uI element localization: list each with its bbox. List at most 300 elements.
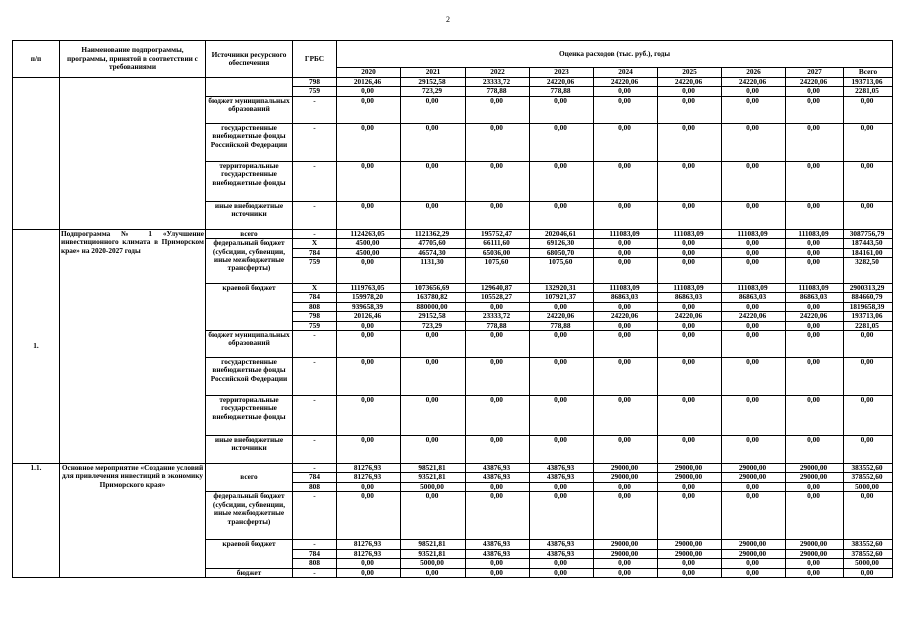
header-name: Наименование подпрограммы, программы, принятой в соответствии с требованиями	[60, 41, 206, 78]
value-cell-2025: 0,00	[658, 96, 722, 123]
value-cell-2022: 0,00	[466, 482, 530, 491]
value-cell-2027: 0,00	[786, 396, 844, 436]
value-cell-2020: 1124263,05	[337, 229, 401, 238]
grbs-cell: X	[293, 239, 337, 248]
value-cell-2021: 0,00	[401, 568, 466, 577]
value-cell-2025: 86863,03	[658, 293, 722, 302]
value-cell-Всего: 193713,06	[844, 78, 893, 87]
value-cell-2027: 0,00	[786, 161, 844, 201]
grbs-cell: -	[293, 123, 337, 161]
grbs-cell: -	[293, 201, 337, 229]
value-cell-2025: 0,00	[658, 258, 722, 284]
source-cell: бюджет муниципальных образований	[206, 331, 293, 358]
value-cell-2021: 723,29	[401, 321, 466, 330]
value-cell-2026: 0,00	[722, 331, 786, 358]
year-header-Всего: Всего	[844, 68, 893, 78]
value-cell-2023: 43876,93	[530, 464, 594, 473]
value-cell-2024: 0,00	[594, 87, 658, 96]
value-cell-2024: 0,00	[594, 436, 658, 464]
value-cell-2025: 0,00	[658, 396, 722, 436]
value-cell-2024: 0,00	[594, 161, 658, 201]
value-cell-2023: 778,88	[530, 321, 594, 330]
value-cell-Всего: 884660,79	[844, 293, 893, 302]
value-cell-2021: 1073656,69	[401, 284, 466, 293]
value-cell-2026: 0,00	[722, 358, 786, 396]
value-cell-2023: 0,00	[530, 568, 594, 577]
value-cell-2027: 0,00	[786, 201, 844, 229]
value-cell-2021: 0,00	[401, 436, 466, 464]
value-cell-2022: 0,00	[466, 302, 530, 311]
table-body	[13, 78, 893, 578]
source-cell: государственные внебюджетные фонды Российской Федерации	[206, 123, 293, 161]
value-cell-2020: 81276,93	[337, 549, 401, 558]
value-cell-Всего: 2900313,29	[844, 284, 893, 293]
value-cell-2024: 29000,00	[594, 464, 658, 473]
expenditure-table	[12, 40, 893, 578]
value-cell-2021: 1131,30	[401, 258, 466, 284]
value-cell-2023: 0,00	[530, 358, 594, 396]
source-cell: иные внебюджетные источники	[206, 436, 293, 464]
value-cell-2023: 68050,70	[530, 248, 594, 257]
value-cell-Всего: 0,00	[844, 96, 893, 123]
value-cell-2026: 29000,00	[722, 473, 786, 482]
value-cell-2023: 0,00	[530, 161, 594, 201]
value-cell-Всего: 0,00	[844, 331, 893, 358]
value-cell-2026: 24220,06	[722, 78, 786, 87]
value-cell-2023: 0,00	[530, 331, 594, 358]
grbs-cell: -	[293, 396, 337, 436]
value-cell-2024: 29000,00	[594, 549, 658, 558]
source-cell: территориальные государственные внебюджетные фонды	[206, 396, 293, 436]
value-cell-2025: 0,00	[658, 248, 722, 257]
value-cell-2020: 81276,93	[337, 464, 401, 473]
value-cell-2022: 43876,93	[466, 464, 530, 473]
source-cell: краевой бюджет	[206, 540, 293, 568]
value-cell-2025: 0,00	[658, 482, 722, 491]
value-cell-2022: 66111,60	[466, 239, 530, 248]
header-grbs: ГРБС	[293, 41, 337, 78]
value-cell-2023: 0,00	[530, 96, 594, 123]
value-cell-2021: 98521,81	[401, 540, 466, 549]
value-cell-2026: 0,00	[722, 258, 786, 284]
value-cell-2022: 0,00	[466, 331, 530, 358]
value-cell-2025: 29000,00	[658, 473, 722, 482]
value-cell-2027: 0,00	[786, 331, 844, 358]
value-cell-2027: 29000,00	[786, 540, 844, 549]
value-cell-2022: 0,00	[466, 559, 530, 568]
value-cell-Всего: 0,00	[844, 123, 893, 161]
value-cell-2023: 107921,37	[530, 293, 594, 302]
value-cell-2020: 20126,46	[337, 78, 401, 87]
page-number: 2	[446, 15, 450, 24]
source-cell: всего	[206, 464, 293, 492]
value-cell-2024: 0,00	[594, 201, 658, 229]
value-cell-2022: 195752,47	[466, 229, 530, 238]
value-cell-2026: 29000,00	[722, 549, 786, 558]
value-cell-Всего: 383552,60	[844, 464, 893, 473]
value-cell-2023: 0,00	[530, 396, 594, 436]
value-cell-2021: 29152,58	[401, 78, 466, 87]
grbs-cell: 784	[293, 248, 337, 257]
value-cell-2022: 23333,72	[466, 312, 530, 321]
source-cell: государственные внебюджетные фонды Российской Федерации	[206, 358, 293, 396]
year-header-2022: 2022	[466, 68, 530, 78]
value-cell-Всего: 5000,00	[844, 482, 893, 491]
value-cell-2022: 105528,27	[466, 293, 530, 302]
source-cell: бюджет	[206, 568, 293, 577]
value-cell-2026: 0,00	[722, 568, 786, 577]
value-cell-2027: 0,00	[786, 258, 844, 284]
grbs-cell: -	[293, 229, 337, 238]
source-cell: краевой бюджет	[206, 284, 293, 331]
value-cell-2026: 0,00	[722, 248, 786, 257]
value-cell-2027: 0,00	[786, 239, 844, 248]
value-cell-2027: 111083,09	[786, 284, 844, 293]
value-cell-Всего: 0,00	[844, 568, 893, 577]
value-cell-2025: 0,00	[658, 239, 722, 248]
value-cell-Всего: 383552,60	[844, 540, 893, 549]
value-cell-2020: 0,00	[337, 87, 401, 96]
value-cell-Всего: 3282,50	[844, 258, 893, 284]
value-cell-2024: 24220,06	[594, 312, 658, 321]
value-cell-2023: 0,00	[530, 201, 594, 229]
value-cell-2021: 0,00	[401, 123, 466, 161]
grbs-cell: -	[293, 331, 337, 358]
value-cell-2023: 202046,61	[530, 229, 594, 238]
value-cell-2025: 0,00	[658, 302, 722, 311]
value-cell-2020: 4500,00	[337, 239, 401, 248]
value-cell-2025: 0,00	[658, 559, 722, 568]
value-cell-2027: 29000,00	[786, 473, 844, 482]
value-cell-2027: 24220,06	[786, 78, 844, 87]
value-cell-2023: 0,00	[530, 302, 594, 311]
value-cell-2024: 0,00	[594, 559, 658, 568]
grbs-cell: -	[293, 161, 337, 201]
grbs-cell: -	[293, 540, 337, 549]
value-cell-2024: 111083,09	[594, 229, 658, 238]
value-cell-2025: 111083,09	[658, 229, 722, 238]
row-name-cell	[60, 78, 206, 230]
value-cell-2023: 43876,93	[530, 540, 594, 549]
value-cell-2027: 29000,00	[786, 549, 844, 558]
value-cell-2024: 0,00	[594, 302, 658, 311]
value-cell-2022: 778,88	[466, 321, 530, 330]
value-cell-2024: 0,00	[594, 239, 658, 248]
value-cell-2023: 43876,93	[530, 549, 594, 558]
value-cell-2022: 43876,93	[466, 473, 530, 482]
value-cell-2024: 0,00	[594, 568, 658, 577]
value-cell-2027: 0,00	[786, 248, 844, 257]
value-cell-2025: 29000,00	[658, 549, 722, 558]
value-cell-Всего: 184161,00	[844, 248, 893, 257]
value-cell-2023: 0,00	[530, 559, 594, 568]
value-cell-2021: 1121362,29	[401, 229, 466, 238]
value-cell-2021: 29152,58	[401, 312, 466, 321]
value-cell-2022: 0,00	[466, 568, 530, 577]
value-cell-2025: 0,00	[658, 492, 722, 540]
value-cell-2023: 0,00	[530, 436, 594, 464]
value-cell-2026: 0,00	[722, 492, 786, 540]
grbs-cell: -	[293, 492, 337, 540]
value-cell-2020: 1119763,05	[337, 284, 401, 293]
value-cell-2021: 0,00	[401, 161, 466, 201]
value-cell-2026: 0,00	[722, 482, 786, 491]
value-cell-2024: 0,00	[594, 482, 658, 491]
value-cell-2021: 5000,00	[401, 482, 466, 491]
header-source: Источники ресурсного обеспечения	[206, 41, 293, 78]
year-header-2021: 2021	[401, 68, 466, 78]
grbs-cell: 784	[293, 293, 337, 302]
value-cell-2020: 0,00	[337, 258, 401, 284]
value-cell-2025: 0,00	[658, 331, 722, 358]
value-cell-2022: 0,00	[466, 436, 530, 464]
value-cell-2020: 0,00	[337, 436, 401, 464]
value-cell-2020: 0,00	[337, 482, 401, 491]
source-cell: всего	[206, 229, 293, 238]
value-cell-2023: 778,88	[530, 87, 594, 96]
value-cell-2025: 0,00	[658, 87, 722, 96]
header-num: п/п	[13, 41, 60, 78]
row-number-cell: 1.	[13, 229, 60, 463]
value-cell-2025: 29000,00	[658, 540, 722, 549]
value-cell-2026: 111083,09	[722, 284, 786, 293]
value-cell-2021: 0,00	[401, 492, 466, 540]
value-cell-2026: 0,00	[722, 201, 786, 229]
grbs-cell: -	[293, 358, 337, 396]
value-cell-2027: 0,00	[786, 123, 844, 161]
value-cell-2020: 0,00	[337, 396, 401, 436]
grbs-cell: 759	[293, 258, 337, 284]
value-cell-2022: 43876,93	[466, 549, 530, 558]
value-cell-2024: 24220,06	[594, 78, 658, 87]
year-header-2024: 2024	[594, 68, 658, 78]
value-cell-2026: 0,00	[722, 321, 786, 330]
grbs-cell: 759	[293, 321, 337, 330]
value-cell-2023: 1075,60	[530, 258, 594, 284]
value-cell-2024: 111083,09	[594, 284, 658, 293]
value-cell-2027: 29000,00	[786, 464, 844, 473]
value-cell-2027: 0,00	[786, 302, 844, 311]
value-cell-2021: 880000,00	[401, 302, 466, 311]
value-cell-2021: 46574,30	[401, 248, 466, 257]
value-cell-2026: 0,00	[722, 123, 786, 161]
year-header-2027: 2027	[786, 68, 844, 78]
value-cell-2025: 0,00	[658, 436, 722, 464]
table-row	[13, 78, 893, 87]
value-cell-2020: 0,00	[337, 321, 401, 330]
value-cell-2021: 163780,82	[401, 293, 466, 302]
value-cell-2027: 24220,06	[786, 312, 844, 321]
value-cell-2027: 0,00	[786, 358, 844, 396]
value-cell-2024: 29000,00	[594, 540, 658, 549]
value-cell-Всего: 0,00	[844, 436, 893, 464]
value-cell-2027: 0,00	[786, 482, 844, 491]
value-cell-2024: 0,00	[594, 258, 658, 284]
value-cell-2022: 0,00	[466, 396, 530, 436]
row-number-cell	[13, 78, 60, 230]
value-cell-2021: 0,00	[401, 396, 466, 436]
value-cell-2020: 0,00	[337, 201, 401, 229]
value-cell-Всего: 378552,60	[844, 549, 893, 558]
value-cell-2025: 24220,06	[658, 78, 722, 87]
value-cell-2027: 0,00	[786, 96, 844, 123]
value-cell-Всего: 0,00	[844, 161, 893, 201]
value-cell-2026: 0,00	[722, 87, 786, 96]
row-name-cell: Подпрограмма № 1 «Улучшение инвестиционного климата в Приморском крае» на 2020-2027 годы	[60, 229, 206, 463]
value-cell-2021: 0,00	[401, 96, 466, 123]
value-cell-2024: 0,00	[594, 96, 658, 123]
value-cell-Всего: 378552,60	[844, 473, 893, 482]
value-cell-2026: 0,00	[722, 239, 786, 248]
grbs-cell: X	[293, 284, 337, 293]
value-cell-2022: 778,88	[466, 87, 530, 96]
value-cell-2022: 0,00	[466, 123, 530, 161]
value-cell-Всего: 0,00	[844, 492, 893, 540]
value-cell-2022: 0,00	[466, 492, 530, 540]
value-cell-2024: 0,00	[594, 321, 658, 330]
value-cell-2020: 81276,93	[337, 473, 401, 482]
value-cell-2027: 86863,03	[786, 293, 844, 302]
value-cell-2025: 0,00	[658, 161, 722, 201]
source-cell: федеральный бюджет (субсидии, субвенции, иные межбюджетные трансферты)	[206, 492, 293, 540]
value-cell-2027: 0,00	[786, 559, 844, 568]
value-cell-2024: 0,00	[594, 358, 658, 396]
value-cell-2020: 0,00	[337, 568, 401, 577]
value-cell-2023: 24220,06	[530, 312, 594, 321]
value-cell-2023: 132920,31	[530, 284, 594, 293]
value-cell-2021: 0,00	[401, 331, 466, 358]
value-cell-2026: 0,00	[722, 302, 786, 311]
value-cell-2020: 0,00	[337, 358, 401, 396]
value-cell-2024: 0,00	[594, 396, 658, 436]
value-cell-Всего: 187443,50	[844, 239, 893, 248]
value-cell-2021: 0,00	[401, 358, 466, 396]
source-cell: иные внебюджетные источники	[206, 201, 293, 229]
value-cell-2025: 0,00	[658, 568, 722, 577]
header-estimate: Оценка расходов (тыс. руб.), годы	[337, 41, 893, 68]
year-header-2020: 2020	[337, 68, 401, 78]
value-cell-2027: 0,00	[786, 87, 844, 96]
value-cell-2022: 0,00	[466, 96, 530, 123]
value-cell-2022: 43876,93	[466, 540, 530, 549]
grbs-cell: -	[293, 96, 337, 123]
value-cell-2026: 111083,09	[722, 229, 786, 238]
value-cell-Всего: 5000,00	[844, 559, 893, 568]
source-cell: федеральный бюджет (субсидии, субвенции, иные межбюджетные трансферты)	[206, 239, 293, 284]
value-cell-2020: 939658,39	[337, 302, 401, 311]
value-cell-Всего: 0,00	[844, 396, 893, 436]
value-cell-2027: 0,00	[786, 568, 844, 577]
value-cell-2021: 98521,81	[401, 464, 466, 473]
grbs-cell: 798	[293, 78, 337, 87]
row-number-cell: 1.1.	[13, 464, 60, 578]
value-cell-2020: 4500,00	[337, 248, 401, 257]
value-cell-2026: 0,00	[722, 96, 786, 123]
value-cell-2022: 1075,60	[466, 258, 530, 284]
value-cell-2020: 159978,20	[337, 293, 401, 302]
value-cell-2022: 0,00	[466, 161, 530, 201]
value-cell-2024: 86863,03	[594, 293, 658, 302]
value-cell-2025: 0,00	[658, 201, 722, 229]
value-cell-Всего: 2281,05	[844, 321, 893, 330]
grbs-cell: -	[293, 436, 337, 464]
value-cell-2020: 0,00	[337, 331, 401, 358]
value-cell-2027: 0,00	[786, 436, 844, 464]
value-cell-2020: 0,00	[337, 161, 401, 201]
value-cell-2024: 0,00	[594, 492, 658, 540]
value-cell-2025: 111083,09	[658, 284, 722, 293]
value-cell-2026: 0,00	[722, 161, 786, 201]
source-cell: бюджет муниципальных образований	[206, 96, 293, 123]
value-cell-2021: 723,29	[401, 87, 466, 96]
value-cell-2022: 0,00	[466, 358, 530, 396]
value-cell-Всего: 3087756,79	[844, 229, 893, 238]
table-row	[13, 464, 893, 473]
value-cell-Всего: 0,00	[844, 358, 893, 396]
value-cell-2026: 29000,00	[722, 540, 786, 549]
value-cell-2020: 0,00	[337, 96, 401, 123]
year-header-2025: 2025	[658, 68, 722, 78]
grbs-cell: 808	[293, 559, 337, 568]
value-cell-2020: 0,00	[337, 559, 401, 568]
value-cell-2025: 29000,00	[658, 464, 722, 473]
value-cell-2027: 0,00	[786, 492, 844, 540]
value-cell-2020: 0,00	[337, 123, 401, 161]
value-cell-2021: 5000,00	[401, 559, 466, 568]
value-cell-2026: 24220,06	[722, 312, 786, 321]
year-header-2023: 2023	[530, 68, 594, 78]
source-cell: территориальные государственные внебюджетные фонды	[206, 161, 293, 201]
year-header-2026: 2026	[722, 68, 786, 78]
grbs-cell: -	[293, 464, 337, 473]
value-cell-2026: 86863,03	[722, 293, 786, 302]
value-cell-2026: 0,00	[722, 436, 786, 464]
value-cell-2025: 0,00	[658, 321, 722, 330]
value-cell-2025: 0,00	[658, 123, 722, 161]
value-cell-2027: 0,00	[786, 321, 844, 330]
value-cell-2023: 0,00	[530, 482, 594, 491]
value-cell-Всего: 193713,06	[844, 312, 893, 321]
value-cell-2021: 0,00	[401, 201, 466, 229]
value-cell-2023: 24220,06	[530, 78, 594, 87]
value-cell-2021: 93521,81	[401, 549, 466, 558]
value-cell-2020: 81276,93	[337, 540, 401, 549]
value-cell-2027: 111083,09	[786, 229, 844, 238]
value-cell-2024: 29000,00	[594, 473, 658, 482]
value-cell-Всего: 0,00	[844, 201, 893, 229]
value-cell-2023: 0,00	[530, 123, 594, 161]
value-cell-2021: 93521,81	[401, 473, 466, 482]
value-cell-2020: 20126,46	[337, 312, 401, 321]
value-cell-2022: 0,00	[466, 201, 530, 229]
value-cell-2022: 129640,87	[466, 284, 530, 293]
grbs-cell: 798	[293, 312, 337, 321]
grbs-cell: 759	[293, 87, 337, 96]
source-cell	[206, 78, 293, 97]
value-cell-2025: 24220,06	[658, 312, 722, 321]
grbs-cell: 784	[293, 473, 337, 482]
value-cell-Всего: 2281,05	[844, 87, 893, 96]
value-cell-2022: 23333,72	[466, 78, 530, 87]
value-cell-Всего: 1819658,39	[844, 302, 893, 311]
grbs-cell: 808	[293, 482, 337, 491]
value-cell-2024: 0,00	[594, 248, 658, 257]
value-cell-2024: 0,00	[594, 331, 658, 358]
grbs-cell: 784	[293, 549, 337, 558]
table-row	[13, 229, 893, 238]
value-cell-2026: 0,00	[722, 396, 786, 436]
value-cell-2022: 65036,00	[466, 248, 530, 257]
